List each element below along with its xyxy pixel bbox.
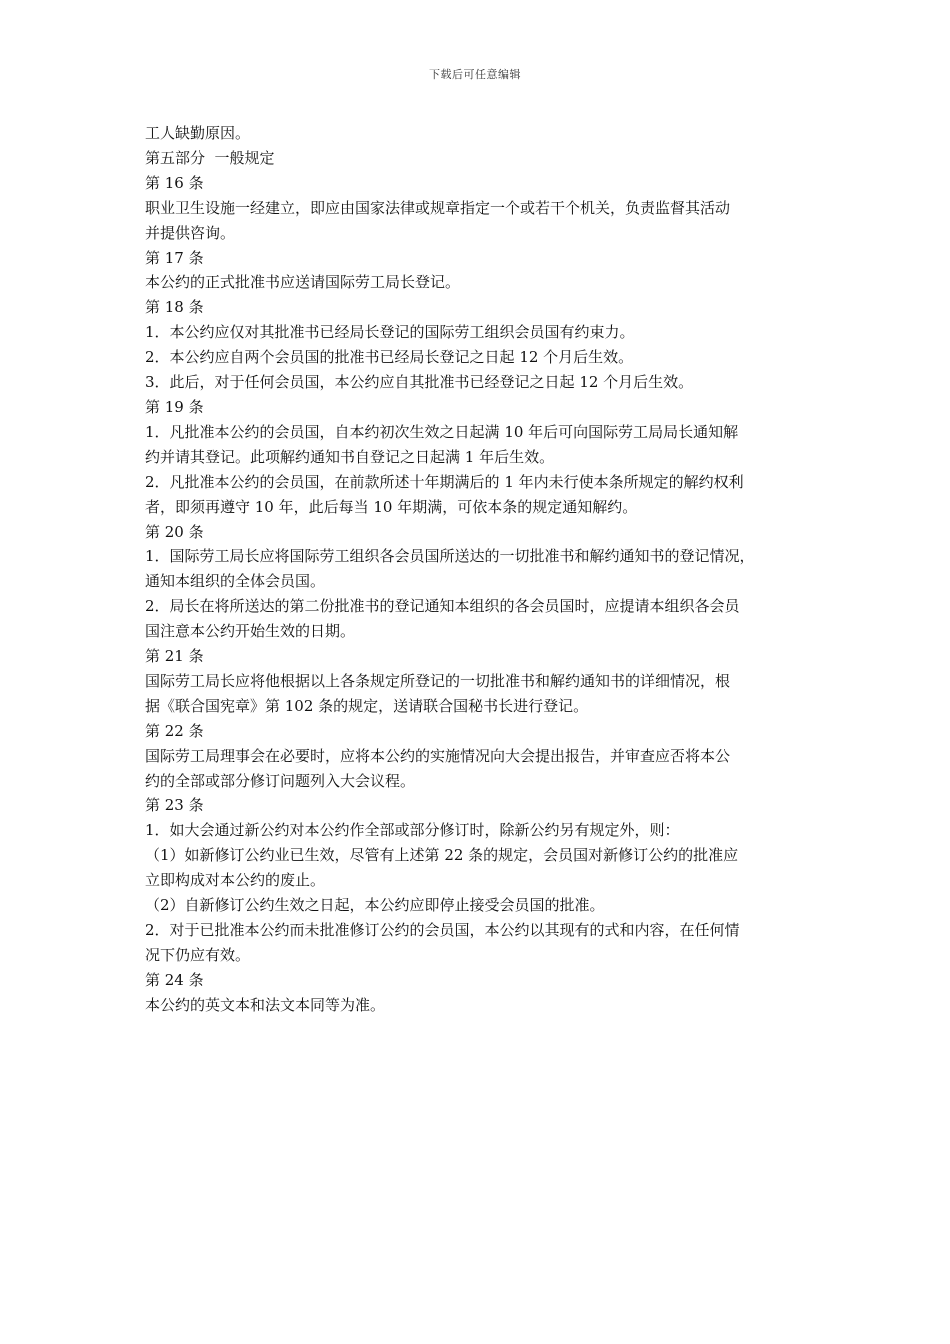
text-line: 约的全部或部分修订问题列入大会议程。: [145, 771, 416, 790]
text-line: 国际劳工局理事会在必要时，应将本公约的实施情况向大会提出报告，并审查应否将本公: [145, 746, 731, 765]
text-line: 1．国际劳工局长应将国际劳工组织各会员国所送达的一切批准书和解约通知书的登记情况，: [145, 547, 755, 566]
article-heading: 第 23 条: [145, 796, 204, 815]
text-line: 2．对于已批准本公约而未批准修订公约的会员国，本公约以其现有的式和内容，在任何情: [145, 921, 740, 939]
text-line: 1．凡批准本公约的会员国，自本约初次生效之日起满 10 年后可向国际劳工局局长通知解: [145, 422, 739, 441]
article-heading: 第 16 条: [145, 173, 204, 192]
article-heading: 第 24 条: [145, 970, 204, 989]
text-line: 立即构成对本公约的废止。: [145, 871, 326, 890]
text-line: 本公约的英文本和法文本同等为准。: [145, 995, 386, 1014]
article-heading: 第 19 条: [145, 397, 204, 416]
text-line: 者，即须再遵守 10 年，此后每当 10 年期满，可依本条的规定通知解约。: [145, 497, 638, 516]
article-heading: 第 22 条: [145, 721, 204, 740]
article-heading: 第 21 条: [145, 647, 204, 666]
text-line: 国际劳工局长应将他根据以上各条规定所登记的一切批准书和解约通知书的详细情况，根: [145, 671, 731, 690]
text-line: 3．此后，对于任何会员国，本公约应自其批准书已经登记之日起 12 个月后生效。: [145, 373, 694, 392]
text-line: 2．局长在将所送达的第二份批准书的登记通知本组织的各会员国时，应提请本组织各会员: [145, 597, 740, 616]
text-line: 约并请其登记。此项解约通知书自登记之日起满 1 年后生效。: [145, 447, 555, 466]
article-heading: 第 17 条: [145, 248, 204, 267]
section-heading: 第五部分 一般规定: [145, 148, 275, 167]
article-heading: 第 20 条: [145, 522, 204, 541]
document-body: [145, 121, 817, 1018]
text-line: 通知本组织的全体会员国。: [145, 572, 326, 591]
text-line: 职业卫生设施一经建立，即应由国家法律或规章指定一个或若干个机关，负责监督其活动: [145, 198, 731, 217]
text-line: 况下仍应有效。: [145, 945, 251, 964]
text-line: 1．本公约应仅对其批准书已经局长登记的国际劳工组织会员国有约束力。: [145, 323, 635, 342]
article-heading: 第 18 条: [145, 298, 204, 317]
text-line: （1）如新修订公约业已生效，尽管有上述第 22 条的规定，会员国对新修订公约的批准应: [145, 846, 739, 865]
text-line: （2）自新修订公约生效之日起，本公约应即停止接受会员国的批准。: [145, 896, 605, 915]
text-line: 2．凡批准本公约的会员国，在前款所述十年期满后的 1 年内未行使本条所规定的解约权利: [145, 472, 744, 491]
text-line: 1．如大会通过新公约对本公约作全部或部分修订时，除新公约另有规定外，则：: [145, 821, 680, 840]
text-line: 国注意本公约开始生效的日期。: [145, 622, 356, 641]
text-line: 并提供咨询。: [145, 223, 236, 242]
text-line: 工人缺勤原因。: [145, 124, 251, 142]
page-header: 下载后可任意编辑: [429, 68, 521, 81]
text-line: 本公约的正式批准书应送请国际劳工局长登记。: [145, 273, 461, 292]
text-line: 据《联合国宪章》第 102 条的规定，送请联合国秘书长进行登记。: [145, 696, 589, 715]
text-line: 2．本公约应自两个会员国的批准书已经局长登记之日起 12 个月后生效。: [145, 348, 634, 367]
